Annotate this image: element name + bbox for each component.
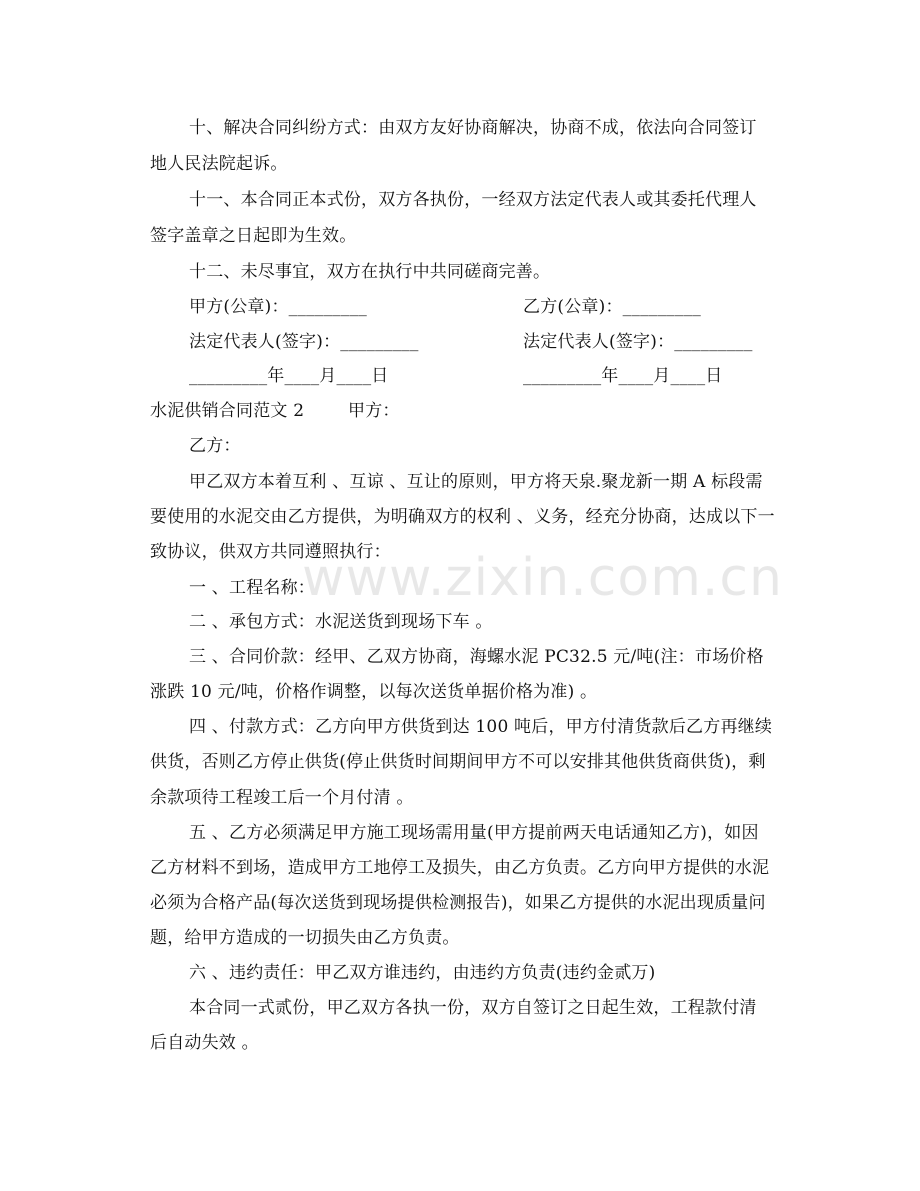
text-line: 十、解决合同纠纷方式：由双方友好协商解决，协商不成，依法向合同签订 xyxy=(189,118,757,138)
clause-line: 三 、合同价款：经甲、乙双方协商，海螺水泥 PC32.5 元/吨(注：市场价格 xyxy=(189,647,764,667)
party-b-label: 乙方： xyxy=(189,436,241,456)
text-line: 十二、未尽事宜，双方在执行中共同磋商完善。 xyxy=(189,262,551,282)
clause-line: 乙方材料不到场，造成甲方工地停工及损失，由乙方负责。乙方向甲方提供的水泥 xyxy=(150,858,770,878)
clause-line: 一 、工程名称： xyxy=(189,578,316,598)
text-line: 致协议，供双方共同遵照执行： xyxy=(150,542,391,562)
clause-line: 后自动失效 。 xyxy=(150,1033,259,1053)
text-line: 地人民法院起诉。 xyxy=(150,154,288,174)
clause-line: 涨跌 10 元/吨，价格作调整，以每次送货单据价格为准) 。 xyxy=(150,682,598,702)
clause-line: 必须为合格产品(每次送货到现场提供检测报告)，如果乙方提供的水泥出现质量问 xyxy=(150,893,766,913)
text-line: 签字盖章之日起即为生效。 xyxy=(150,226,357,246)
text-line: 甲乙双方本着互利 、互谅 、互让的原则，甲方将天泉.聚龙新一期 A 标段需 xyxy=(189,472,763,492)
party-a-date: _________年____月____日 xyxy=(189,366,389,386)
clause-line: 余款项待工程竣工后一个月付清 。 xyxy=(150,788,414,808)
party-b-representative: 法定代表人(签字)：_________ xyxy=(523,332,753,352)
party-a-representative: 法定代表人(签字)：_________ xyxy=(189,332,419,352)
clause-line: 四 、付款方式：乙方向甲方供货到达 100 吨后，甲方付清货款后乙方再继续 xyxy=(189,717,773,737)
party-b-seal: 乙方(公章)：_________ xyxy=(523,297,701,317)
clause-line: 供货，否则乙方停止供货(停止供货时间期间甲方不可以安排其他供货商供货)，剩 xyxy=(150,752,766,772)
party-a-seal: 甲方(公章)：_________ xyxy=(189,297,367,317)
section-title: 水泥供销合同范文 2 xyxy=(150,401,305,421)
party-a-label: 甲方： xyxy=(348,401,400,421)
watermark-text: www.zixin.com.cn xyxy=(302,548,783,608)
text-line: 十一、本合同正本式份，双方各执份，一经双方法定代表人或其委托代理人 xyxy=(189,190,757,210)
party-b-date: _________年____月____日 xyxy=(523,366,723,386)
clause-line: 五 、乙方必须满足甲方施工现场需用量(甲方提前两天电话通知乙方)，如因 xyxy=(189,823,759,843)
clause-line: 本合同一式贰份，甲乙双方各执一份，双方自签订之日起生效，工程款付清 xyxy=(189,998,757,1018)
clause-line: 六 、违约责任：甲乙双方谁违约，由违约方负责(违约金贰万) xyxy=(189,963,656,983)
clause-line: 题，给甲方造成的一切损失由乙方负责。 xyxy=(150,928,460,948)
text-line: 要使用的水泥交由乙方提供，为明确双方的权利 、义务，经充分协商，达成以下一 xyxy=(150,507,775,527)
clause-line: 二 、承包方式：水泥送货到现场下车 。 xyxy=(189,612,493,632)
